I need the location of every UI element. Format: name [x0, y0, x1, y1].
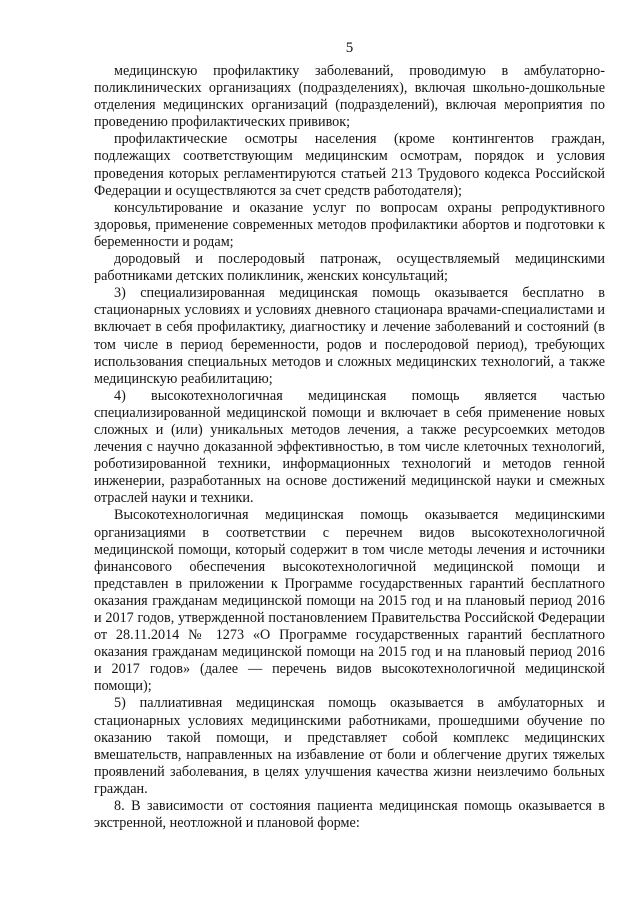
paragraph-specialized-care: 3) специализированная медицинская помощь оказывается бесплатно в стационарных условиях и условиях дневного стационара врачами-специалистами и включает в себя профилактику, диагностику и лечение заболеваний и состояний (в том числе в период беременности, родов и послеродовой период), требующих использования специальных методов и сложных медицинских технологий, а также медицинскую реабилитацию;	[94, 285, 605, 387]
paragraph-care-forms: 8. В зависимости от состояния пациента медицинская помощь оказывается в экстренной, неотложной и плановой форме:	[94, 798, 605, 832]
paragraph-patronage: дородовый и послеродовый патронаж, осуществляемый медицинскими работниками детских поликлиник, женских консультаций;	[94, 251, 605, 285]
page-number: 5	[345, 40, 354, 56]
paragraph-reproductive-health: консультирование и оказание услуг по вопросам охраны репродуктивного здоровья, применение современных методов профилактики абортов и подготовки к беременности и родам;	[94, 199, 605, 250]
paragraph-preventive-examinations: профилактические осмотры населения (кроме контингентов граждан, подлежащих соответствующим медицинским осмотрам, порядок и условия проведения которых регламентируются статьей 213 Трудового кодекса Российской Федерации и осуществляются за счет средств работодателя);	[94, 131, 605, 199]
paragraph-palliative-care: 5) паллиативная медицинская помощь оказывается в амбулаторных и стационарных условиях медицинскими работниками, прошедшими обучение по оказанию такой помощи, и представляет собой комплекс медицинских вмешательств, направленных на избавление от боли и облегчение других тяжелых проявлений заболевания, в целях улучшения качества жизни неизлечимо больных граждан.	[94, 695, 605, 797]
paragraph-high-tech-care: 4) высокотехнологичная медицинская помощь является частью специализированной медицинской помощи и включает в себя применение новых сложных и (или) уникальных методов лечения, а также ресурсоемких методов лечения с научно доказанной эффективностью, в том числе клеточных технологий, роботизированной техники, информационных технологий и методов генной инженерии, разработанных на основе достижений медицинской науки и смежных отраслей науки и техники.	[94, 387, 605, 507]
paragraph-high-tech-list: Высокотехнологичная медицинская помощь оказывается медицинскими организациями в соответствии с перечнем видов высокотехнологичной медицинской помощи, который содержит в том числе методы лечения и источники финансового обеспечения высокотехнологичной медицинской помощи и представлен в приложении к Программе государственных гарантий бесплатного оказания гражданам медицинской помощи на 2015 год и на плановый период 2016 и 2017 годов, утвержденной постановлением Правительства Российской Федерации от 28.11.2014 № 1273 «О Программе государственных гарантий бесплатного оказания гражданам медицинской помощи на 2015 год и на плановый период 2016 и 2017 годов» (далее — перечень видов высокотехнологичной медицинской помощи);	[94, 507, 605, 695]
paragraph-medical-prevention: медицинскую профилактику заболеваний, проводимую в амбулаторно-поликлинических организациях (подразделениях), включая школьно-дошкольные отделения медицинских организаций (подразделений), включая мероприятия по проведению профилактических прививок;	[94, 63, 605, 131]
